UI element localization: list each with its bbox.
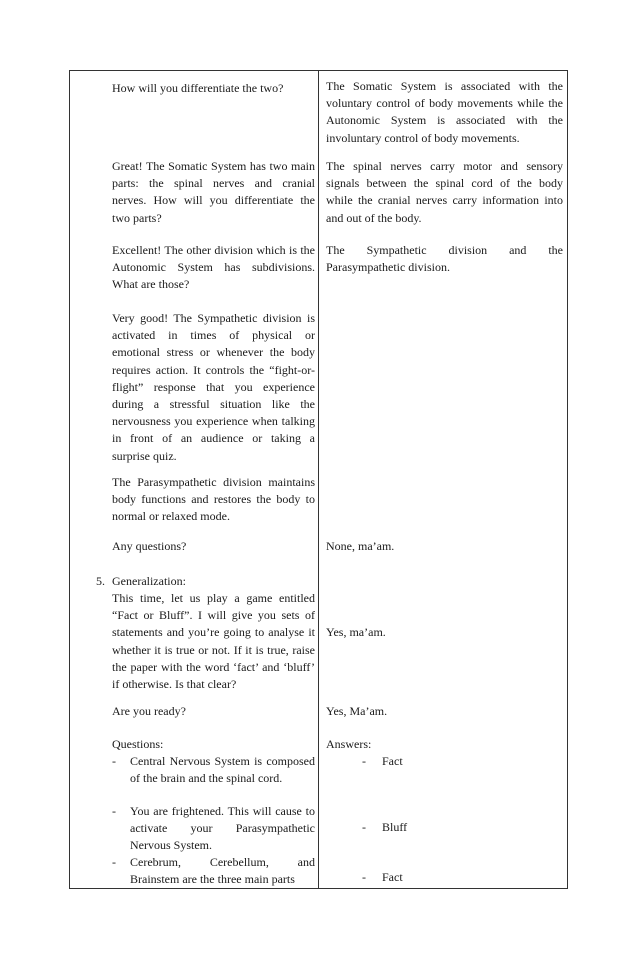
answer-bullet: - (362, 754, 366, 768)
section-title: Generalization: (112, 574, 186, 588)
teacher-question-differentiate: How will you differentiate the two? (112, 81, 284, 95)
questions-label: Questions: (112, 737, 164, 751)
student-answer-ready: Yes, Ma’am. (326, 704, 388, 718)
lesson-table (69, 70, 568, 889)
teacher-question-autonomic-subdivisions: Excellent! The other division which is the Autonomic System has subdivisions. What are those? (112, 243, 315, 292)
teacher-are-you-ready: Are you ready? (112, 704, 186, 718)
teacher-question-somatic-parts: Great! The Somatic System has two main parts: the spinal nerves and cranial nerves. How will you differentiate the two parts? (112, 159, 315, 225)
answers-label: Answers: (326, 737, 372, 751)
section-number: 5. (96, 574, 105, 588)
teacher-explanation-sympathetic: Very good! The Sympathetic division is activated in times of physical or emotional stress or whenever the body requires action. It controls the “fight-or-flight” response that you experience during a stressful situation like the nervousness you experience when talking in front of an audience or taking a surprise quiz. (112, 311, 315, 463)
answer-value: Fact (382, 870, 403, 884)
student-answer-clear: Yes, ma’am. (326, 625, 386, 639)
column-divider (318, 71, 319, 888)
student-answer-somatic-autonomic: The Somatic System is associated with the voluntary control of body movements while the Autonomic System is associated with the involuntary control of body movements. (326, 79, 563, 145)
answer-bullet: - (362, 870, 366, 884)
question-statement: Central Nervous System is composed of the brain and the spinal cord. (130, 754, 315, 786)
teacher-any-questions: Any questions? (112, 539, 187, 553)
answer-value: Fact (382, 754, 403, 768)
teacher-explanation-parasympathetic: The Parasympathetic division maintains body functions and restores the body to normal or relaxed mode. (112, 475, 315, 524)
student-answer-spinal-cranial: The spinal nerves carry motor and sensory signals between the spinal cord of the body while the cranial nerves carry information into and out of the body. (326, 159, 563, 225)
question-bullet: - (112, 804, 116, 818)
question-bullet: - (112, 754, 116, 768)
question-statement: Cerebrum, Cerebellum, and Brainstem are the three main parts (130, 855, 315, 887)
student-answer-none: None, ma’am. (326, 539, 395, 553)
answer-bullet: - (362, 820, 366, 834)
question-bullet: - (112, 855, 116, 869)
teacher-game-instructions: This time, let us play a game entitled “Fact or Bluff”. I will give you sets of statements and you’re going to analyse it whether it is true or not. If it is true, raise the paper with the word ‘fact’ and ‘bluff’ if otherwise. Is that clear? (112, 591, 315, 692)
student-answer-subdivisions: The Sympathetic division and the Parasympathetic division. (326, 243, 563, 275)
question-statement: You are frightened. This will cause to activate your Parasympathetic Nervous System. (130, 804, 315, 853)
answer-value: Bluff (382, 820, 408, 834)
